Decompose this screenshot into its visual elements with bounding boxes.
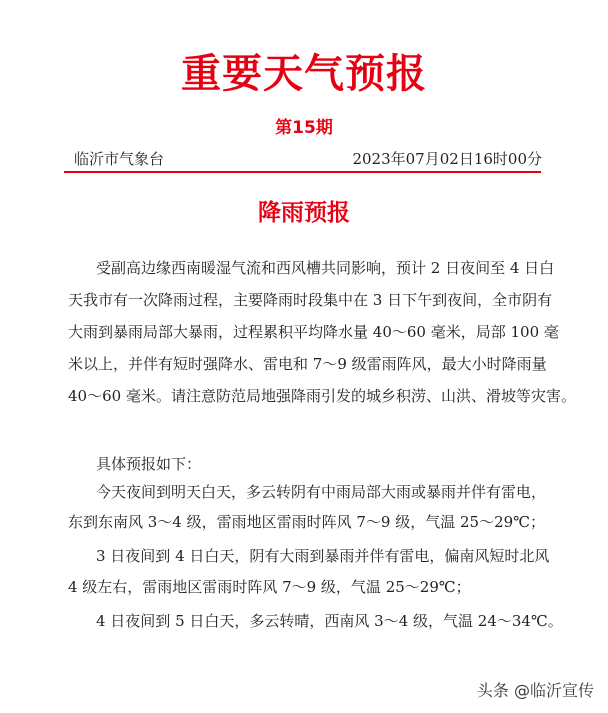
summary-line: 大雨到暴雨局部大暴雨，过程累积平均降水量 40～60 毫米，局部 100 毫 — [68, 323, 559, 341]
detail-line: 东到东南风 3～4 级，雷雨地区雷雨时阵风 7～9 级，气温 25～29℃； — [68, 513, 545, 531]
summary-line: 天我市有一次降雨过程，主要降雨时段集中在 3 日下午到夜间，全市阴有 — [68, 291, 553, 309]
summary-line: 40～60 毫米。请注意防范局地强降雨引发的城乡积涝、山洪、滑坡等灾害。 — [68, 387, 576, 405]
summary-line: 米以上，并伴有短时强降水、雷电和 7～9 级雷雨阵风，最大小时降雨量 — [68, 355, 547, 373]
issuing-agency: 临沂市气象台 — [74, 150, 165, 168]
detail-heading: 具体预报如下： — [96, 455, 202, 473]
issue-number: 第15期 — [275, 118, 333, 138]
summary-line: 受副高边缘西南暖湿气流和西风槽共同影响，预计 2 日夜间至 4 日白 — [96, 259, 555, 277]
detail-line: 4 日夜间到 5 日白天，多云转晴，西南风 3～4 级，气温 24～34℃。 — [96, 612, 563, 630]
detail-line: 3 日夜间到 4 日白天，阴有大雨到暴雨并伴有雷电，偏南风短时北风 — [96, 547, 550, 565]
document-title: 重要天气预报 — [181, 51, 427, 97]
issue-datetime: 2023年07月02日16时00分 — [352, 150, 542, 168]
header-divider — [64, 171, 541, 173]
source-watermark: 头条 @临沂宣传 — [476, 681, 594, 700]
detail-line: 今天夜间到明天白天，多云转阴有中雨局部大雨或暴雨并伴有雷电， — [96, 483, 547, 501]
detail-line: 4 级左右，雷雨地区雷雨时阵风 7～9 级，气温 25～29℃； — [68, 578, 471, 596]
section-title: 降雨预报 — [258, 200, 350, 226]
